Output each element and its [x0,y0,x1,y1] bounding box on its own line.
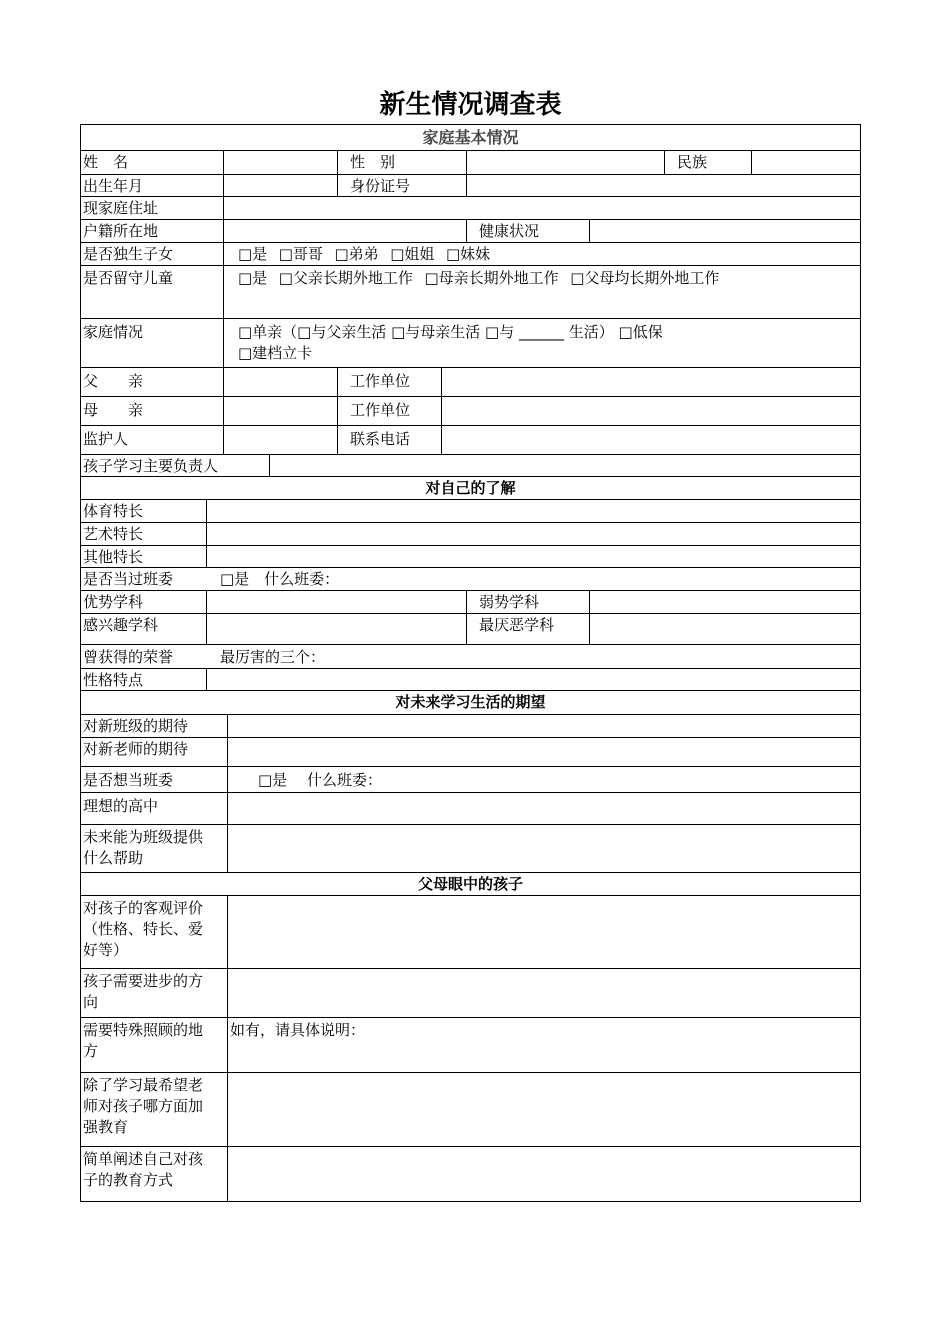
row-special-care [80,1017,861,1072]
label-want-monitor: 是否想当班委 [83,771,174,789]
field-guardian[interactable] [223,426,337,454]
field-want-monitor[interactable]: □是 什么班委： [227,767,860,792]
label-teacher-expect: 对新老师的期待 [83,740,189,758]
label-id-number: 身份证号 [337,175,466,196]
label-class-expect: 对新班级的期待 [83,717,189,735]
field-teacher-expect[interactable] [227,738,860,766]
label-mother-work: 工作单位 [337,397,441,425]
label-guardian: 监护人 [83,430,129,448]
label-left-behind: 是否留守儿童 [83,269,174,287]
label-sports: 体育特长 [83,502,144,520]
row-birth [80,174,861,196]
field-interest-subject[interactable] [206,614,466,644]
field-improve[interactable] [227,969,860,1017]
field-special-care[interactable]: 如有，请具体说明： [227,1018,860,1072]
row-guardian [80,425,861,454]
checkbox-left-behind-yes[interactable]: □是 [238,269,268,287]
row-left-behind [80,265,861,318]
row-strong-subject [80,590,861,613]
label-was-monitor: 是否当过班委 [83,570,174,588]
family-situation-line-2[interactable]: □建档立卡 [238,344,313,362]
field-strengthen[interactable] [227,1073,860,1146]
field-strong-subject[interactable] [206,591,466,613]
label-strengthen: 除了学习最希望老师对孩子哪方面加强教育 [83,1076,204,1136]
row-name [80,150,861,174]
field-evaluation[interactable] [227,896,860,968]
row-arts [80,522,861,545]
row-mother [80,396,861,425]
label-interest-subject: 感兴趣学科 [83,616,159,634]
field-ethnicity[interactable] [751,151,860,174]
field-main-responsible[interactable] [269,455,860,476]
label-father: 父 亲 [83,372,144,390]
field-education-method[interactable] [227,1147,860,1201]
field-help[interactable] [227,825,860,872]
row-only-child [80,242,861,265]
label-help: 未来能为班级提供什么帮助 [83,828,204,867]
row-class-expect [80,714,861,737]
row-want-monitor [80,766,861,792]
label-ethnicity: 民族 [664,151,751,174]
field-weak-subject[interactable] [589,591,860,613]
label-honors: 曾获得的荣誉 [83,648,174,666]
row-other-talent [80,545,861,567]
survey-form [80,124,861,1202]
row-ideal-school [80,792,861,824]
row-address [80,196,861,219]
checkbox-younger-sister[interactable]: □妹妹 [445,245,491,263]
row-help [80,824,861,872]
row-sports [80,499,861,522]
checkbox-mother-away[interactable]: □母亲长期外地工作 [424,269,559,287]
checkbox-younger-brother[interactable]: □弟弟 [334,245,379,263]
label-arts: 艺术特长 [83,525,144,543]
field-father[interactable] [223,368,337,396]
row-evaluation [80,895,861,968]
options-family-situation [223,319,860,367]
row-hukou [80,219,861,242]
row-personality [80,668,861,690]
field-health[interactable] [589,220,860,242]
label-address: 现家庭住址 [83,199,159,217]
field-other-talent[interactable] [206,546,860,567]
field-hukou[interactable] [223,220,466,242]
options-only-child [223,243,860,265]
field-phone[interactable] [441,426,860,454]
row-interest-subject [80,613,861,644]
label-family-situation: 家庭情况 [83,323,144,341]
row-strengthen [80,1072,861,1146]
field-dislike-subject[interactable] [589,614,860,644]
field-sports[interactable] [206,500,860,522]
label-personality: 性格特点 [83,671,144,689]
label-weak-subject: 弱势学科 [466,591,589,613]
row-teacher-expect [80,737,861,766]
section-header-family: 家庭基本情况 [80,124,861,150]
row-family-situation [80,318,861,367]
label-other-talent: 其他特长 [83,548,144,566]
field-id-number[interactable] [466,175,860,196]
field-honors[interactable]: 最厉害的三个： [220,648,326,666]
label-special-care: 需要特殊照顾的地方 [83,1021,204,1060]
label-birth: 出生年月 [83,177,144,195]
label-only-child: 是否独生子女 [83,245,174,263]
label-dislike-subject: 最厌恶学科 [466,614,589,644]
label-mother: 母 亲 [83,401,144,419]
label-phone: 联系电话 [337,426,441,454]
row-improve [80,968,861,1017]
checkbox-both-away[interactable]: □父母均长期外地工作 [570,269,720,287]
label-education-method: 简单阐述自己对孩子的教育方式 [83,1150,204,1189]
checkbox-only-child-yes[interactable]: □是 [238,245,268,263]
label-ideal-school: 理想的高中 [83,797,159,815]
field-class-expect[interactable] [227,715,860,737]
row-father [80,367,861,396]
row-honors [80,644,861,668]
options-left-behind [223,266,860,318]
section-header-future: 对未来学习生活的期望 [80,690,861,714]
field-birth[interactable] [223,175,337,196]
field-gender[interactable] [466,151,664,174]
label-father-work: 工作单位 [337,368,441,396]
family-situation-line-1[interactable]: □单亲（□与父亲生活 □与母亲生活 □与 ______ 生活） □低保 [238,323,663,341]
section-header-self: 对自己的了解 [80,476,861,499]
row-was-monitor [80,567,861,590]
checkbox-elder-sister[interactable]: □姐姐 [390,245,435,263]
field-arts[interactable] [206,523,860,545]
field-mother[interactable] [223,397,337,425]
label-health: 健康状况 [466,220,589,242]
checkbox-father-away[interactable]: □父亲长期外地工作 [278,269,413,287]
field-mother-work[interactable] [441,397,860,425]
label-evaluation: 对孩子的客观评价（性格、特长、爱好等） [83,899,204,959]
field-father-work[interactable] [441,368,860,396]
label-name: 姓 名 [83,153,129,171]
label-hukou: 户籍所在地 [83,222,159,240]
field-name[interactable] [223,151,337,174]
field-address[interactable] [223,197,860,219]
row-main-responsible [80,454,861,476]
label-strong-subject: 优势学科 [83,593,144,611]
label-gender: 性 别 [337,151,670,174]
field-ideal-school[interactable] [227,793,860,824]
label-main-responsible: 孩子学习主要负责人 [83,457,219,475]
checkbox-elder-brother[interactable]: □哥哥 [278,245,323,263]
row-education-method [80,1146,861,1202]
form-title: 新生情况调查表 [379,90,562,120]
field-personality[interactable] [206,669,860,690]
field-was-monitor[interactable]: □是 什么班委： [220,570,340,588]
section-header-parents: 父母眼中的孩子 [80,872,861,895]
label-improve: 孩子需要进步的方向 [83,972,204,1011]
